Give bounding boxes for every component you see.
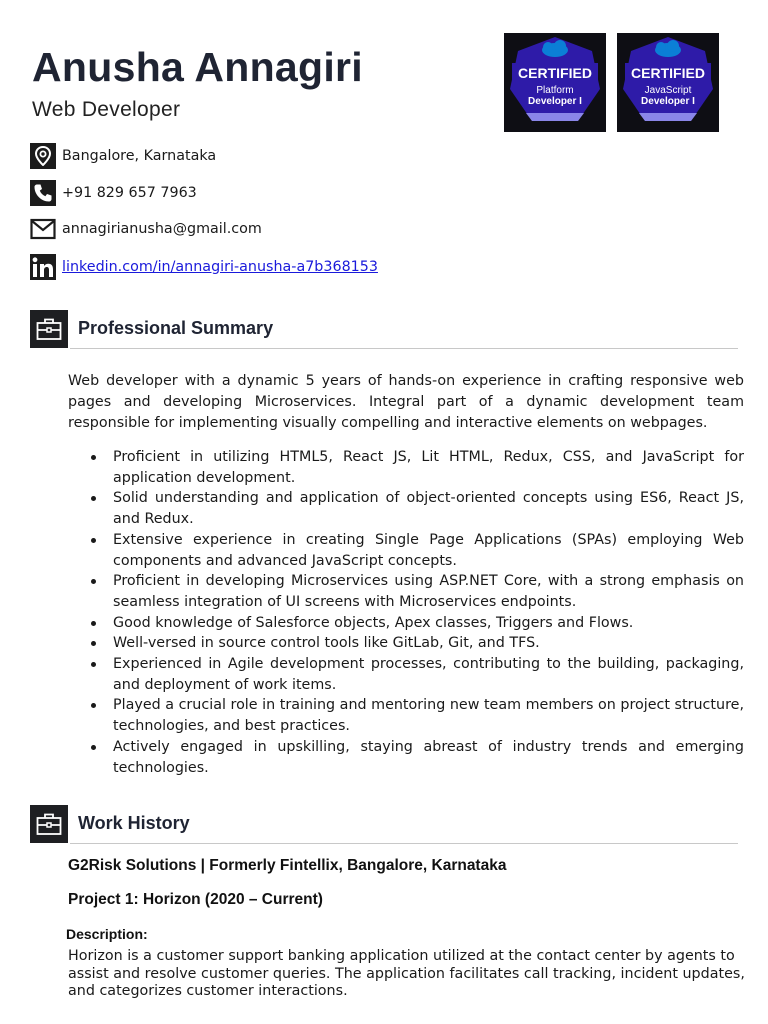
briefcase-icon bbox=[30, 805, 68, 843]
section-divider bbox=[70, 843, 738, 844]
contact-email bbox=[30, 216, 262, 242]
contact-linkedin bbox=[30, 254, 378, 280]
email-icon bbox=[30, 216, 56, 242]
candidate-role: Web Developer bbox=[32, 98, 181, 121]
list-item: Well-versed in source control tools like GitLab, Git, and TFS. bbox=[88, 633, 744, 654]
svg-text:CERTIFIED: CERTIFIED bbox=[518, 65, 592, 81]
summary-paragraph: Web developer with a dynamic 5 years of hands-on experience in crafting responsive web pages and developing Microservices. Integral part of a dynamic development team responsible for implementing visually compelling and interactive elements on webpages. bbox=[68, 373, 744, 431]
svg-text:Developer I: Developer I bbox=[528, 96, 582, 107]
list-item: Proficient in developing Microservices using ASP.NET Core, with a strong emphasis on seamless integration of UI screens with Microservices endpoints. bbox=[88, 571, 744, 612]
list-item: Proficient in utilizing HTML5, React JS, Lit HTML, Redux, CSS, and JavaScript for application development. bbox=[88, 447, 744, 488]
list-item: Actively engaged in upskilling, staying abreast of industry trends and emerging technologies. bbox=[88, 737, 744, 778]
location-pin-icon bbox=[30, 143, 56, 169]
svg-text:JavaScript: JavaScript bbox=[644, 85, 692, 96]
section-divider bbox=[70, 348, 738, 349]
email-text[interactable]: annagirianusha@gmail.com bbox=[62, 221, 262, 237]
location-text: Bangalore, Karnataka bbox=[62, 148, 217, 164]
list-item: Good knowledge of Salesforce objects, Apex classes, Triggers and Flows. bbox=[88, 613, 744, 634]
linkedin-icon bbox=[30, 254, 56, 280]
list-item: Played a crucial role in training and mentoring new team members on project structure, technologies, and best practices. bbox=[88, 695, 744, 736]
list-item: Solid understanding and application of object-oriented concepts using ES6, React JS, and Redux. bbox=[88, 488, 744, 529]
svg-text:Platform: Platform bbox=[536, 85, 574, 96]
list-item: Extensive experience in creating Single Page Applications (SPAs) employing Web components and advanced JavaScript concepts. bbox=[88, 530, 744, 571]
section-header-work-history bbox=[30, 805, 738, 845]
project-heading: Project 1: Horizon (2020 – Current) bbox=[68, 891, 323, 908]
certification-badge-javascript-developer bbox=[617, 33, 719, 132]
svg-text:CERTIFIED: CERTIFIED bbox=[631, 65, 705, 81]
list-item: Experienced in Agile development processes, contributing to the building, packaging, and deployment of work items. bbox=[88, 654, 744, 695]
section-title: Work History bbox=[78, 813, 190, 833]
project-description: Horizon is a customer support banking application utilized at the contact center by agents to assist and resolve customer queries. The application facilitates call tracking, incident updates, and categorizes customer interactions. bbox=[68, 948, 745, 999]
summary-bullet-list bbox=[88, 447, 744, 778]
contact-phone bbox=[30, 180, 197, 206]
phone-text: +91 829 657 7963 bbox=[62, 185, 197, 201]
candidate-name: Anusha Annagiri bbox=[32, 44, 363, 90]
certification-badge-platform-developer bbox=[504, 33, 606, 132]
linkedin-link[interactable]: linkedin.com/in/annagiri-anusha-a7b368153 bbox=[62, 259, 378, 275]
description-label: Description: bbox=[66, 926, 148, 942]
phone-icon bbox=[30, 180, 56, 206]
contact-location bbox=[30, 143, 216, 169]
section-title: Professional Summary bbox=[78, 318, 274, 338]
svg-text:Developer I: Developer I bbox=[641, 96, 695, 107]
company-heading: G2Risk Solutions | Formerly Fintellix, Bangalore, Karnataka bbox=[68, 857, 507, 874]
briefcase-icon bbox=[30, 310, 68, 348]
section-header-professional-summary bbox=[30, 310, 738, 350]
